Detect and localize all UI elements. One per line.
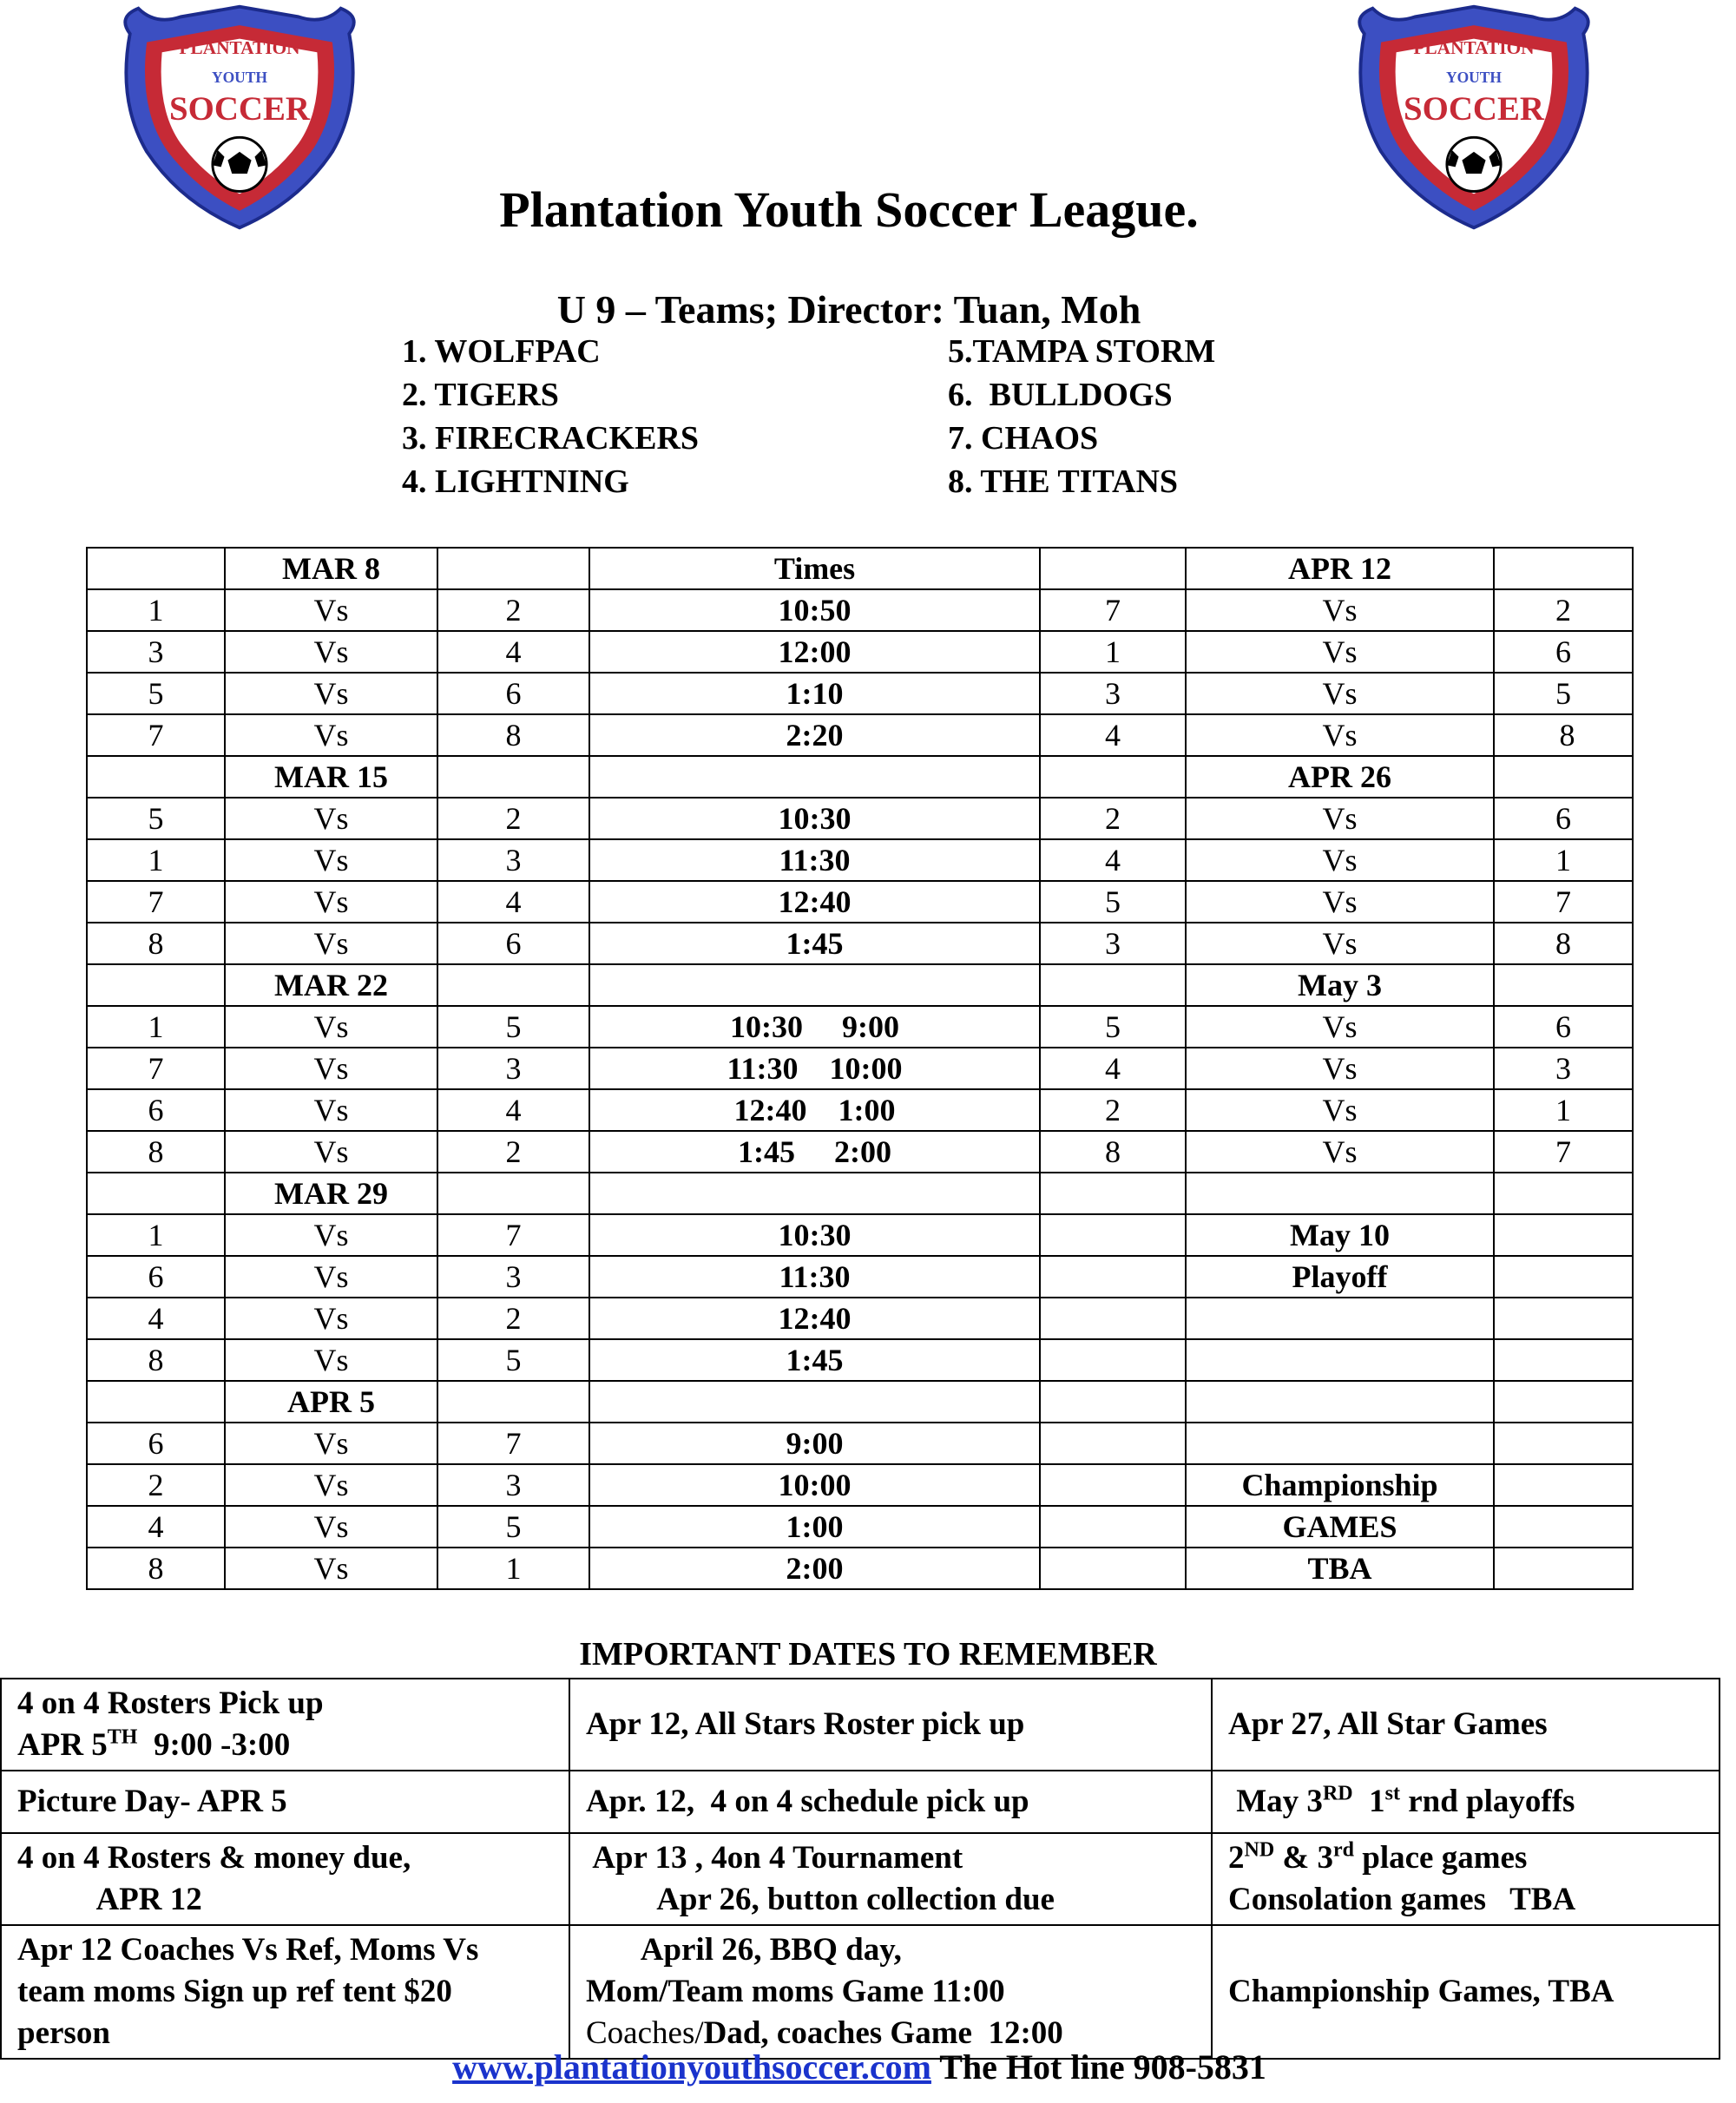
- schedule-cell: 7: [1494, 881, 1633, 923]
- schedule-cell: [1494, 964, 1633, 1006]
- schedule-cell: [589, 756, 1040, 798]
- division-subtitle: U 9 – Teams; Director: Tuan, Moh: [556, 287, 1141, 332]
- schedule-cell: [1494, 548, 1633, 589]
- schedule-cell: Vs: [225, 631, 437, 673]
- schedule-cell: 11:30: [589, 839, 1040, 881]
- date-cell: Apr. 12, 4 on 4 schedule pick up: [569, 1771, 1212, 1833]
- schedule-cell: 1:45: [589, 923, 1040, 964]
- logo-arc-text: PLANTATION: [1413, 37, 1535, 59]
- schedule-cell: Vs: [225, 1131, 437, 1173]
- schedule-cell: 11:30: [589, 1256, 1040, 1298]
- schedule-cell: [1186, 1173, 1494, 1214]
- schedule-cell: 5: [1494, 673, 1633, 714]
- logo-main-text: SOCCER: [1404, 89, 1544, 128]
- table-row: [87, 631, 1633, 673]
- team-item: 6. BULLDOGS: [948, 377, 1173, 413]
- schedule-cell: Vs: [225, 1464, 437, 1506]
- date-cell: 4 on 4 Rosters & money due, APR 12: [1, 1833, 569, 1925]
- schedule-cell: APR 12: [1186, 548, 1494, 589]
- schedule-cell: May 3: [1186, 964, 1494, 1006]
- schedule-cell: 4: [1040, 839, 1186, 881]
- schedule-cell: 2: [437, 798, 589, 839]
- team-item: 7. CHAOS: [948, 420, 1099, 457]
- schedule-cell: Vs: [225, 589, 437, 631]
- team-item: 5.TAMPA STORM: [948, 333, 1216, 370]
- important-dates-heading: IMPORTANT DATES TO REMEMBER: [579, 1636, 1157, 1673]
- page-title: Plantation Youth Soccer League.: [499, 181, 1199, 238]
- schedule-cell: 12:40: [589, 881, 1040, 923]
- date-cell: Apr 12, All Stars Roster pick up: [569, 1679, 1212, 1771]
- schedule-cell: [87, 756, 225, 798]
- date-cell: May 3RD 1st rnd playoffs: [1212, 1771, 1720, 1833]
- schedule-cell: [1494, 1214, 1633, 1256]
- schedule-cell: Vs: [225, 1048, 437, 1089]
- schedule-cell: 7: [1494, 1131, 1633, 1173]
- schedule-cell: 12:00: [589, 631, 1040, 673]
- schedule-cell: 12:40: [589, 1298, 1040, 1339]
- logo-mid-text: YOUTH: [211, 69, 268, 87]
- schedule-cell: 8: [87, 1339, 225, 1381]
- schedule-cell: Vs: [225, 1548, 437, 1589]
- schedule-cell: 1: [87, 839, 225, 881]
- schedule-cell: [437, 964, 589, 1006]
- schedule-cell: Vs: [1186, 881, 1494, 923]
- schedule-cell: 1: [1494, 839, 1633, 881]
- schedule-cell: APR 5: [225, 1381, 437, 1423]
- table-row: [87, 881, 1633, 923]
- schedule-cell: 3: [1040, 923, 1186, 964]
- schedule-cell: 4: [437, 631, 589, 673]
- table-row: [87, 964, 1633, 1006]
- schedule-cell: 3: [87, 631, 225, 673]
- schedule-cell: Vs: [1186, 839, 1494, 881]
- schedule-cell: 8: [437, 714, 589, 756]
- schedule-cell: [1040, 1423, 1186, 1464]
- schedule-cell: 12:40 1:00: [589, 1089, 1040, 1131]
- schedule-cell: 10:00: [589, 1464, 1040, 1506]
- schedule-cell: 3: [437, 1256, 589, 1298]
- schedule-cell: [1494, 1298, 1633, 1339]
- schedule-cell: 3: [437, 1464, 589, 1506]
- schedule-cell: [589, 964, 1040, 1006]
- table-row: [87, 1214, 1633, 1256]
- schedule-cell: 3: [437, 1048, 589, 1089]
- table-row: [87, 673, 1633, 714]
- schedule-cell: Vs: [225, 714, 437, 756]
- schedule-cell: 8: [87, 1131, 225, 1173]
- schedule-cell: APR 26: [1186, 756, 1494, 798]
- schedule-cell: [1186, 1423, 1494, 1464]
- schedule-cell: 7: [87, 1048, 225, 1089]
- schedule-cell: Vs: [225, 1006, 437, 1048]
- table-row: [87, 1464, 1633, 1506]
- schedule-cell: 2: [437, 1131, 589, 1173]
- schedule-cell: 1: [1494, 1089, 1633, 1131]
- schedule-cell: 6: [1494, 631, 1633, 673]
- schedule-cell: 8: [1494, 714, 1633, 756]
- schedule-cell: [1494, 1506, 1633, 1548]
- schedule-cell: 4: [437, 1089, 589, 1131]
- schedule-cell: 1: [437, 1548, 589, 1589]
- logo-mid-text: YOUTH: [1445, 69, 1503, 87]
- schedule-cell: [1040, 1548, 1186, 1589]
- schedule-cell: Vs: [1186, 798, 1494, 839]
- table-row: [87, 1256, 1633, 1298]
- schedule-cell: 6: [87, 1089, 225, 1131]
- team-item: 3. FIRECRACKERS: [402, 420, 700, 457]
- schedule-cell: [1040, 1464, 1186, 1506]
- schedule-cell: [437, 756, 589, 798]
- schedule-cell: Vs: [1186, 673, 1494, 714]
- schedule-cell: 3: [1494, 1048, 1633, 1089]
- table-row: [87, 1298, 1633, 1339]
- schedule-cell: 1:45 2:00: [589, 1131, 1040, 1173]
- table-row: [87, 1506, 1633, 1548]
- table-row: [87, 1131, 1633, 1173]
- schedule-cell: 3: [437, 839, 589, 881]
- schedule-cell: [1040, 1173, 1186, 1214]
- table-row: [87, 839, 1633, 881]
- schedule-cell: [1494, 1423, 1633, 1464]
- schedule-cell: 2:00: [589, 1548, 1040, 1589]
- schedule-cell: May 10: [1186, 1214, 1494, 1256]
- schedule-cell: 2: [1040, 798, 1186, 839]
- schedule-cell: 3: [1040, 673, 1186, 714]
- schedule-cell: [437, 548, 589, 589]
- schedule-cell: [1494, 1339, 1633, 1381]
- table-row: [1, 1679, 1720, 1771]
- schedule-cell: 7: [1040, 589, 1186, 631]
- table-row: [87, 1339, 1633, 1381]
- schedule-cell: 7: [87, 714, 225, 756]
- schedule-cell: 6: [87, 1256, 225, 1298]
- schedule-cell: [1040, 1381, 1186, 1423]
- team-list-right: [948, 330, 1215, 503]
- schedule-cell: 1: [87, 1214, 225, 1256]
- schedule-cell: 10:30: [589, 1214, 1040, 1256]
- logo-main-text: SOCCER: [169, 89, 310, 128]
- schedule-cell: 5: [437, 1006, 589, 1048]
- schedule-cell: 1: [87, 1006, 225, 1048]
- schedule-cell: Vs: [225, 1506, 437, 1548]
- date-cell: 4 on 4 Rosters Pick up APR 5TH 9:00 -3:00: [1, 1679, 569, 1771]
- schedule-cell: [1040, 756, 1186, 798]
- schedule-cell: 6: [1494, 798, 1633, 839]
- hotline-text: The Hot line 908-5831: [930, 2047, 1266, 2087]
- schedule-cell: Vs: [1186, 1048, 1494, 1089]
- schedule-cell: 9:00: [589, 1423, 1040, 1464]
- schedule-cell: [1040, 1214, 1186, 1256]
- schedule-cell: [87, 1381, 225, 1423]
- schedule-cell: 10:30 9:00: [589, 1006, 1040, 1048]
- schedule-cell: Vs: [1186, 1089, 1494, 1131]
- schedule-cell: Vs: [225, 673, 437, 714]
- schedule-cell: [1494, 756, 1633, 798]
- schedule-cell: 4: [437, 881, 589, 923]
- schedule-cell: Vs: [1186, 1006, 1494, 1048]
- table-row: [87, 923, 1633, 964]
- schedule-cell: [1494, 1381, 1633, 1423]
- schedule-cell: MAR 15: [225, 756, 437, 798]
- schedule-table: [86, 547, 1634, 1590]
- schedule-cell: [1494, 1256, 1633, 1298]
- schedule-cell: 4: [1040, 714, 1186, 756]
- schedule-cell: 5: [1040, 881, 1186, 923]
- schedule-cell: 1:10: [589, 673, 1040, 714]
- schedule-cell: 1: [87, 589, 225, 631]
- schedule-cell: [589, 1381, 1040, 1423]
- schedule-cell: Vs: [225, 1339, 437, 1381]
- schedule-cell: Vs: [225, 881, 437, 923]
- schedule-cell: 7: [87, 881, 225, 923]
- date-cell: Apr 27, All Star Games: [1212, 1679, 1720, 1771]
- schedule-cell: [1186, 1381, 1494, 1423]
- schedule-cell: [1186, 1298, 1494, 1339]
- table-row: [1, 1925, 1720, 2059]
- schedule-cell: MAR 8: [225, 548, 437, 589]
- schedule-cell: [1040, 1506, 1186, 1548]
- schedule-cell: [87, 964, 225, 1006]
- schedule-cell: [589, 1173, 1040, 1214]
- schedule-cell: [1494, 1173, 1633, 1214]
- schedule-cell: [1494, 1548, 1633, 1589]
- schedule-cell: 10:30: [589, 798, 1040, 839]
- schedule-cell: 2: [1494, 589, 1633, 631]
- date-cell: Championship Games, TBA: [1212, 1925, 1720, 2059]
- footer: [0, 2047, 1719, 2087]
- important-dates-table: [0, 1678, 1720, 2060]
- team-item: 8. THE TITANS: [948, 463, 1179, 500]
- logo-arc-text: PLANTATION: [179, 37, 300, 59]
- table-row: [87, 1381, 1633, 1423]
- schedule-cell: 2: [1040, 1089, 1186, 1131]
- schedule-cell: 10:50: [589, 589, 1040, 631]
- website-link[interactable]: www.plantationyouthsoccer.com: [452, 2047, 931, 2087]
- schedule-cell: [1494, 1464, 1633, 1506]
- date-cell: Apr 12 Coaches Vs Ref, Moms Vs team moms Sign up ref tent $20 person: [1, 1925, 569, 2059]
- schedule-cell: [87, 548, 225, 589]
- schedule-cell: TBA: [1186, 1548, 1494, 1589]
- schedule-cell: Vs: [1186, 631, 1494, 673]
- schedule-cell: 8: [1494, 923, 1633, 964]
- schedule-cell: [87, 1173, 225, 1214]
- date-cell: Picture Day- APR 5: [1, 1771, 569, 1833]
- schedule-cell: [1186, 1339, 1494, 1381]
- date-cell: 2ND & 3rd place games Consolation games TBA: [1212, 1833, 1720, 1925]
- schedule-cell: [437, 1381, 589, 1423]
- schedule-cell: Vs: [1186, 714, 1494, 756]
- team-item: 1. WOLFPAC: [402, 333, 601, 370]
- schedule-cell: MAR 22: [225, 964, 437, 1006]
- schedule-cell: 7: [437, 1214, 589, 1256]
- schedule-cell: Vs: [225, 1089, 437, 1131]
- schedule-cell: Vs: [1186, 923, 1494, 964]
- schedule-cell: Playoff: [1186, 1256, 1494, 1298]
- schedule-cell: 2: [87, 1464, 225, 1506]
- schedule-cell: 4: [87, 1506, 225, 1548]
- schedule-cell: [437, 1173, 589, 1214]
- schedule-cell: 5: [87, 798, 225, 839]
- table-row: [87, 1173, 1633, 1214]
- schedule-cell: [1040, 1298, 1186, 1339]
- table-row: [87, 798, 1633, 839]
- team-item: 2. TIGERS: [402, 377, 559, 413]
- table-row: [87, 589, 1633, 631]
- date-cell: Apr 13 , 4on 4 Tournament Apr 26, button collection due: [569, 1833, 1212, 1925]
- schedule-cell: 5: [87, 673, 225, 714]
- schedule-cell: Vs: [1186, 589, 1494, 631]
- table-row: [87, 1423, 1633, 1464]
- schedule-cell: 6: [437, 923, 589, 964]
- schedule-cell: Vs: [1186, 1131, 1494, 1173]
- schedule-cell: GAMES: [1186, 1506, 1494, 1548]
- schedule-cell: 4: [1040, 1048, 1186, 1089]
- schedule-cell: Vs: [225, 1298, 437, 1339]
- schedule-cell: 8: [87, 1548, 225, 1589]
- schedule-cell: 6: [87, 1423, 225, 1464]
- schedule-cell: 1: [1040, 631, 1186, 673]
- table-row: [87, 1089, 1633, 1131]
- schedule-cell: Times: [589, 548, 1040, 589]
- schedule-cell: [1040, 964, 1186, 1006]
- table-row: [87, 1048, 1633, 1089]
- table-row: [87, 756, 1633, 798]
- table-row: [1, 1771, 1720, 1833]
- schedule-cell: Championship: [1186, 1464, 1494, 1506]
- team-item: 4. LIGHTNING: [402, 463, 629, 500]
- schedule-cell: Vs: [225, 1214, 437, 1256]
- schedule-cell: 1:45: [589, 1339, 1040, 1381]
- schedule-cell: [1040, 548, 1186, 589]
- schedule-cell: Vs: [225, 798, 437, 839]
- schedule-cell: 1:00: [589, 1506, 1040, 1548]
- schedule-cell: 4: [87, 1298, 225, 1339]
- schedule-cell: Vs: [225, 1423, 437, 1464]
- schedule-cell: 2: [437, 1298, 589, 1339]
- schedule-cell: 11:30 10:00: [589, 1048, 1040, 1089]
- schedule-cell: 5: [437, 1506, 589, 1548]
- date-cell: April 26, BBQ day, Mom/Team moms Game 11:00 Coaches/Dad, coaches Game 12:00: [569, 1925, 1212, 2059]
- schedule-cell: [1040, 1339, 1186, 1381]
- table-row: [87, 1548, 1633, 1589]
- schedule-cell: Vs: [225, 839, 437, 881]
- schedule-cell: 6: [437, 673, 589, 714]
- schedule-cell: 2:20: [589, 714, 1040, 756]
- table-row: [87, 714, 1633, 756]
- schedule-cell: 7: [437, 1423, 589, 1464]
- schedule-cell: MAR 29: [225, 1173, 437, 1214]
- schedule-cell: 2: [437, 589, 589, 631]
- schedule-cell: [1040, 1256, 1186, 1298]
- schedule-cell: 5: [1040, 1006, 1186, 1048]
- schedule-cell: Vs: [225, 1256, 437, 1298]
- table-row: [1, 1833, 1720, 1925]
- schedule-cell: 8: [1040, 1131, 1186, 1173]
- table-row: [87, 1006, 1633, 1048]
- schedule-cell: 5: [437, 1339, 589, 1381]
- team-list-left: [402, 330, 699, 503]
- schedule-cell: 6: [1494, 1006, 1633, 1048]
- table-row: [87, 548, 1633, 589]
- schedule-cell: Vs: [225, 923, 437, 964]
- schedule-cell: 8: [87, 923, 225, 964]
